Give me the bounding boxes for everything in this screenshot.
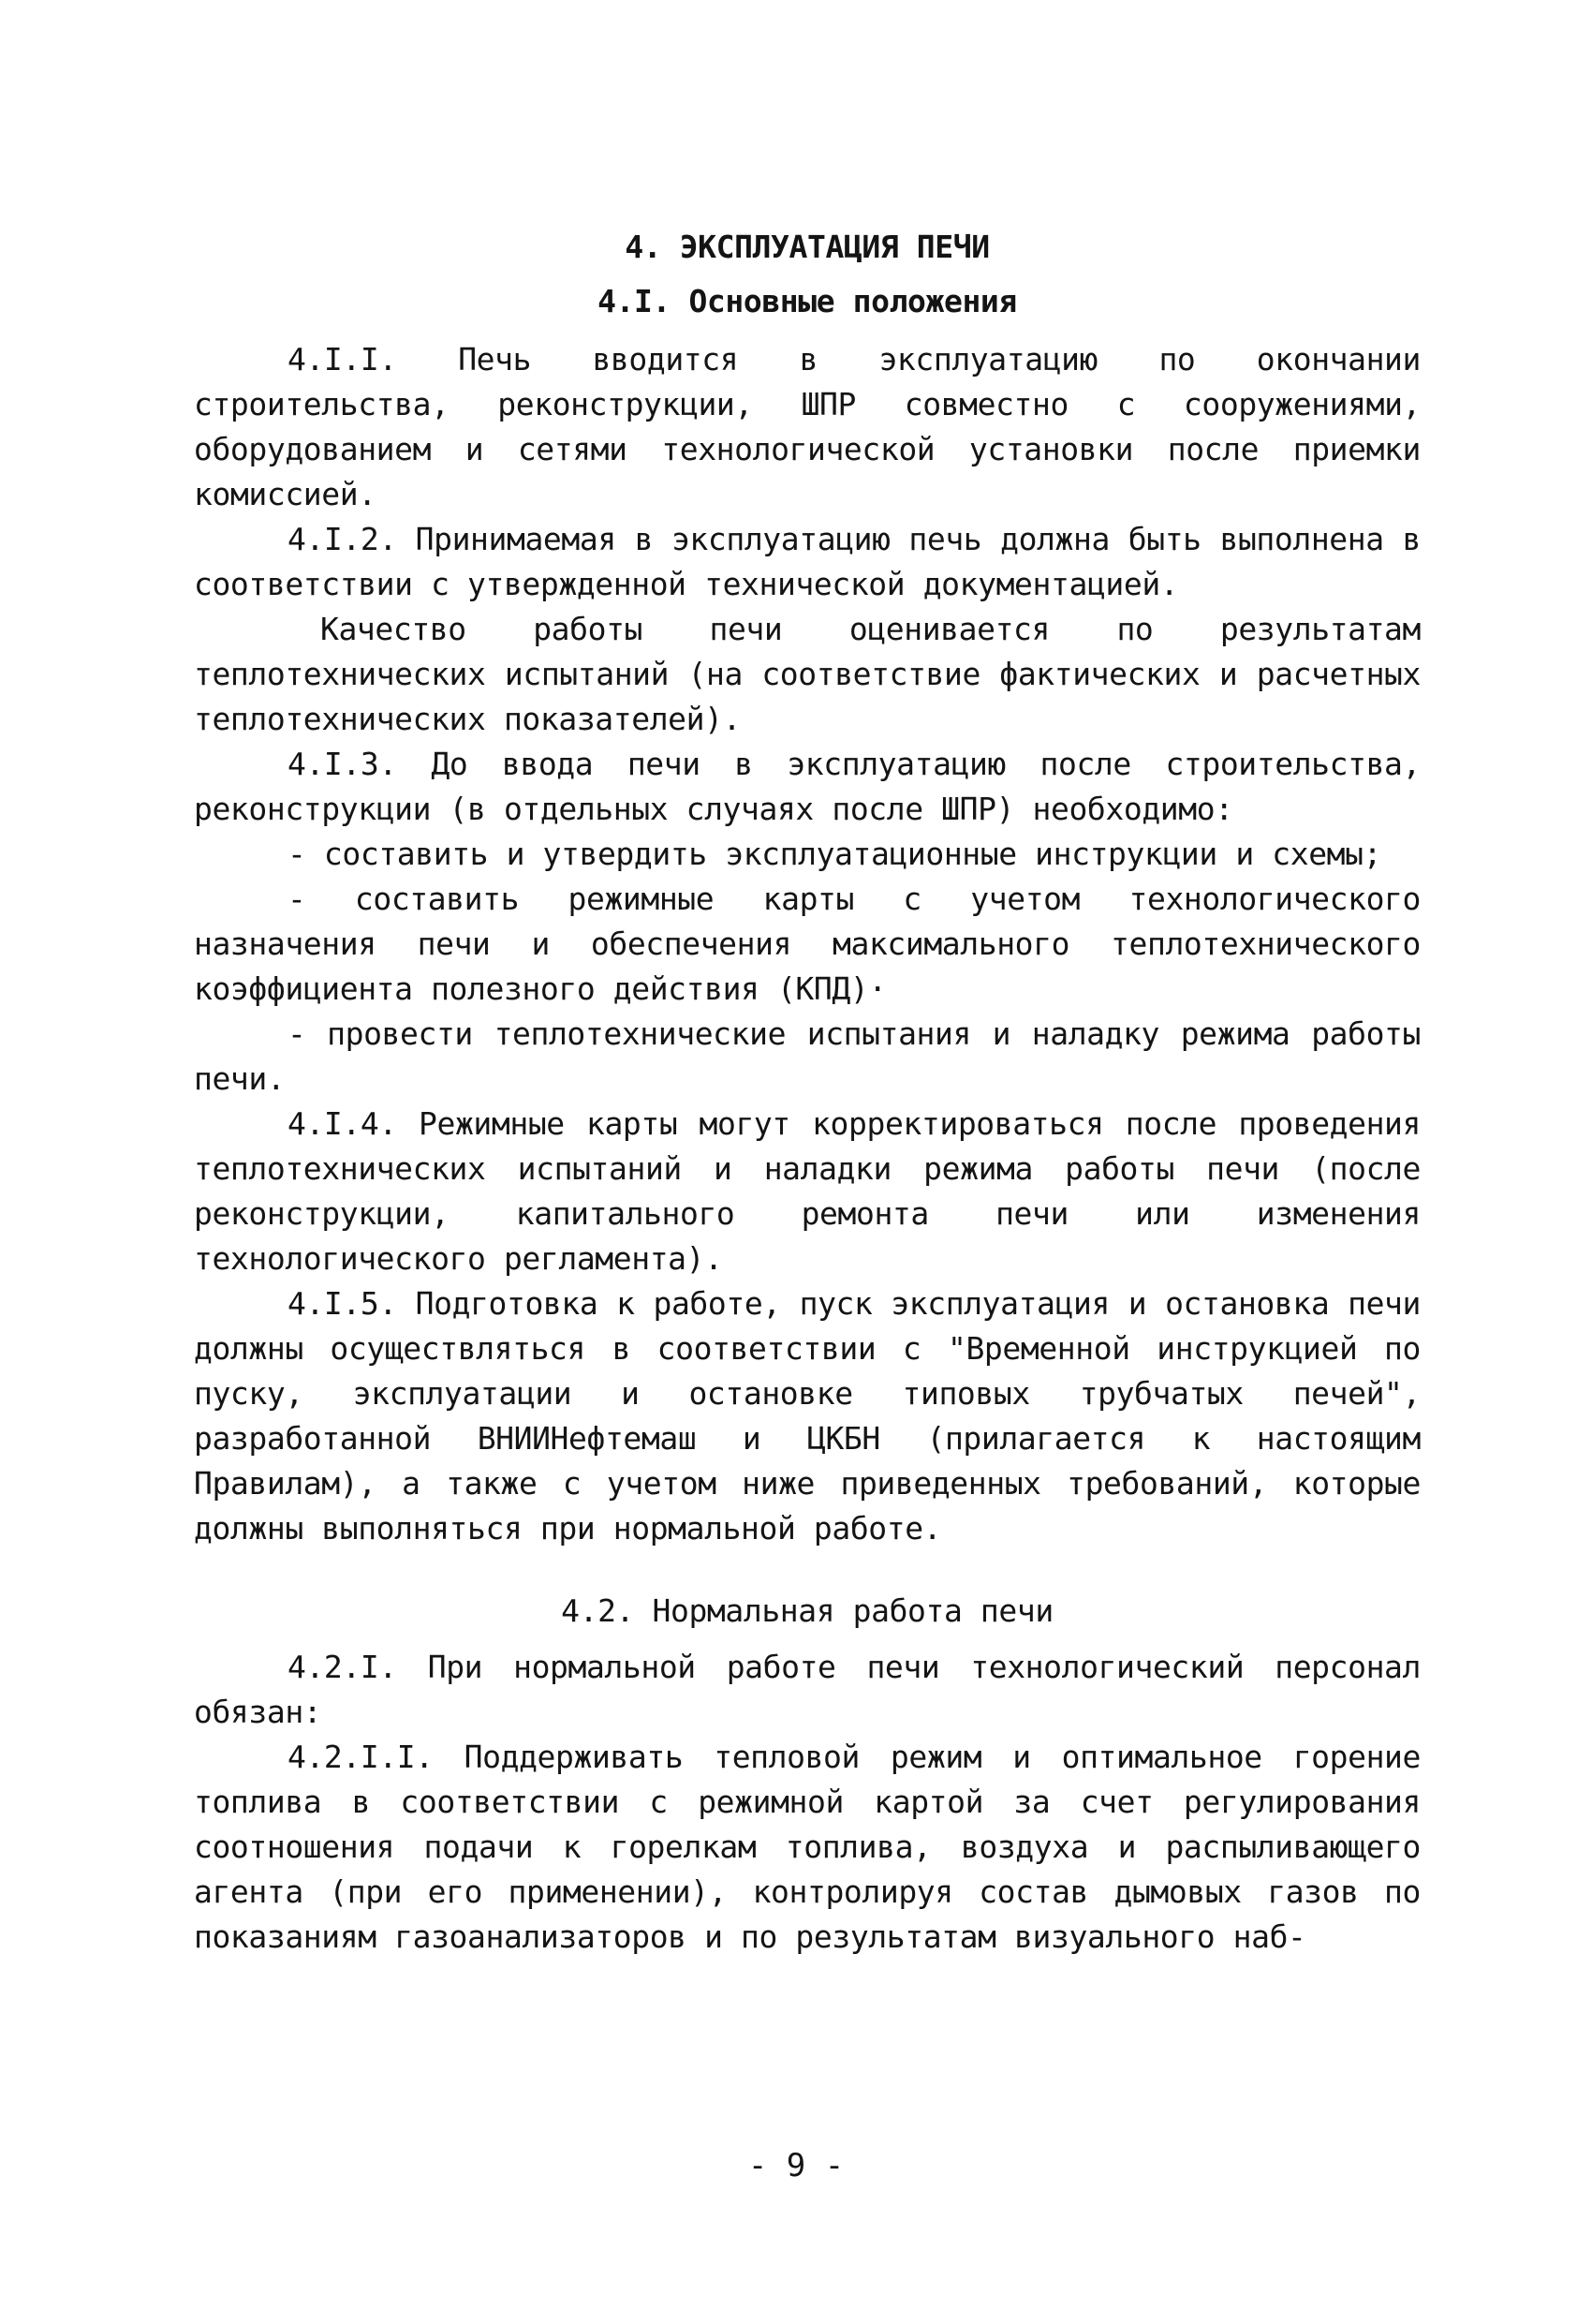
subsection-heading-general: 4.I. Основные положения	[597, 283, 1017, 319]
page-number: - 9 -	[747, 2147, 845, 2184]
paragraph-4-2-1-1: 4.2.I.I. Поддерживать тепловой режим и оптимальное горение топлива в соответствии с режимной картой за счет регулирования соотношения подачи к горелкам топлива, воздуха и распыливающего агента (при его применении), контролируя состав дымовых газов по показаниям газоанализаторов и по результатам визуального наб-	[194, 1739, 1421, 1955]
document-body	[194, 225, 1421, 1960]
paragraph-4-1-5: 4.I.5. Подготовка к работе, пуск эксплуатация и остановка печи должны осуществляться в соответствии с "Временной инструкцией по пуску, эксплуатации и остановке типовых трубчатых печей", разработанной ВНИИНефтемаш и ЦКБН (прилагается к настоящим Правилам), а также с учетом ниже приведенных требований, которые должны выполняться при нормальной работе.	[194, 1285, 1421, 1547]
list-item: - составить и утвердить эксплуатационные инструкции и схемы;	[287, 836, 1382, 872]
list-item: - составить режимные карты с учетом технологического назначения печи и обеспечения максимального теплотехнического коэффициента полезного действия (КПД)·	[194, 881, 1421, 1007]
paragraph-4-1-2: 4.I.2. Принимаемая в эксплуатацию печь должна быть выполнена в соответствии с утвержденной технической документацией.	[194, 521, 1421, 602]
paragraph-4-1-3: 4.I.3. До ввода печи в эксплуатацию после строительства, реконструкции (в отдельных случаях после ШПР) необходимо:	[194, 746, 1421, 827]
paragraph-quality: Качество работы печи оценивается по результатам теплотехнических испытаний (на соответствие фактических и расчетных теплотехнических показателей).	[194, 611, 1421, 737]
paragraph-4-2-1: 4.2.I. При нормальной работе печи технологический персонал обязан:	[194, 1649, 1421, 1730]
section-heading: 4. ЭКСПЛУАТАЦИЯ ПЕЧИ	[625, 229, 990, 265]
list-item: - провести теплотехнические испытания и наладку режима работы печи.	[194, 1015, 1421, 1097]
paragraph-4-1-1: 4.I.I. Печь вводится в эксплуатацию по окончании строительства, реконструкции, ШПР совместно с сооружениями, оборудованием и сетями технологической установки после приемки комиссией.	[194, 341, 1421, 512]
subsection-heading-normal-operation: 4.2. Нормальная работа печи	[561, 1592, 1054, 1629]
paragraph-4-1-4: 4.I.4. Режимные карты могут корректироваться после проведения теплотехнических испытаний и наладки режима работы печи (после реконструкции, капитального ремонта печи или изменения технологического регламента).	[194, 1105, 1421, 1277]
